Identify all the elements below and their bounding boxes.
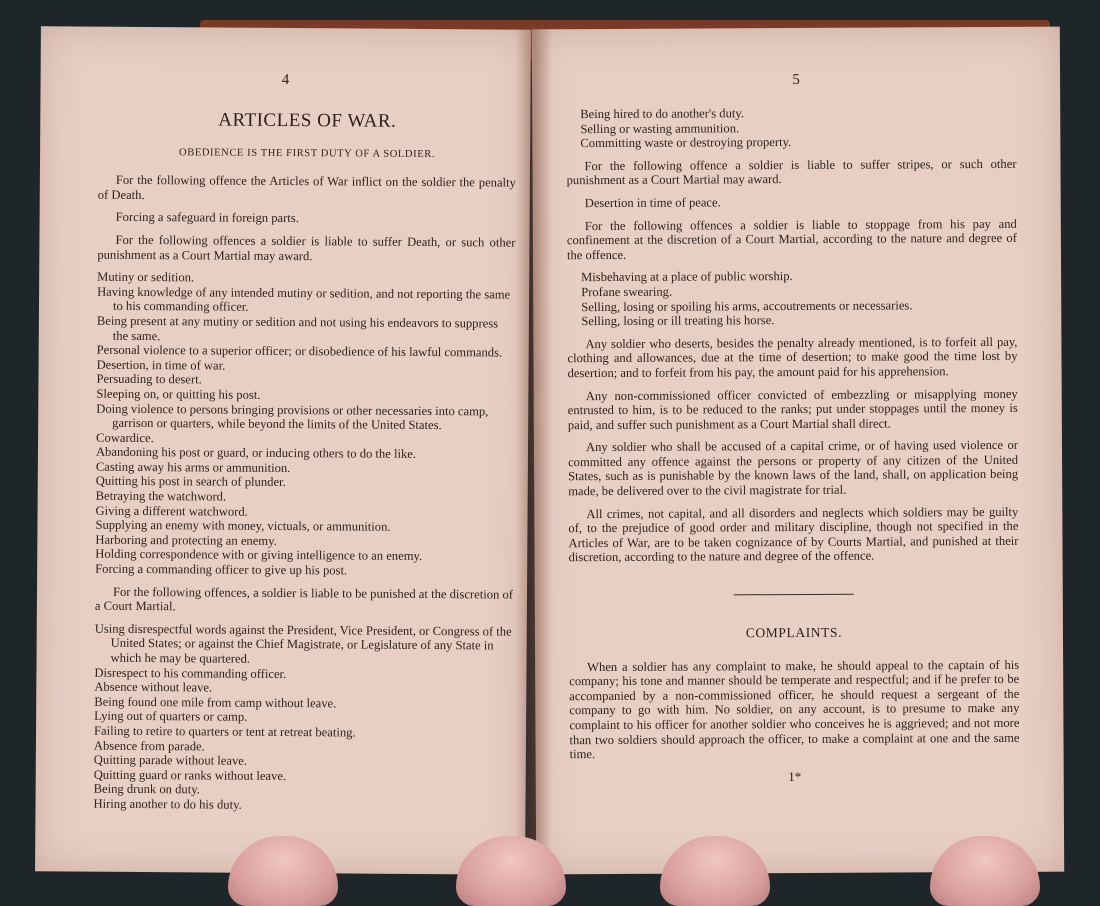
page-subtitle: OBEDIENCE IS THE FIRST DUTY OF A SOLDIER. — [179, 147, 436, 161]
list-item: Cowardice. — [96, 430, 154, 445]
list-item: Being hired to do another's duty. — [580, 106, 745, 122]
list-item: Betraying the watchword. — [95, 488, 227, 504]
list-item: Disrespect to his commanding officer. — [94, 665, 287, 681]
list-item: Absence from parade. — [93, 738, 205, 754]
paragraph: For the following offences a soldier is liable to suffer Death, or such other punishment as a Court Martial may award. — [97, 232, 516, 263]
list-item: Selling, losing or spoiling his arms, accoutrements or necessaries. — [581, 297, 913, 314]
page-number-right: 5 — [792, 71, 800, 89]
list-item: Supplying an enemy with money, victuals, or ammunition. — [95, 517, 391, 535]
list-item: Quitting guard or ranks without leave. — [93, 767, 287, 783]
left-page — [35, 26, 531, 874]
paragraph: Desertion in time of peace. — [584, 195, 721, 211]
right-page-content — [566, 105, 1020, 785]
list-item: Quitting parade without leave. — [93, 752, 248, 768]
list-item: Selling or wasting ammunition. — [580, 120, 740, 136]
right-page — [532, 27, 1064, 875]
list-item: Forcing a commanding officer to give up his post. — [95, 561, 348, 578]
list-item: Harboring and protecting an enemy. — [95, 532, 277, 548]
list-item: Doing violence to persons bringing provisions or other necessaries into camp, garrison or quarters, while beyond the limits of the United States. — [96, 401, 489, 433]
list-item: Selling, losing or ill treating his horse. — [581, 313, 775, 329]
list-item: Hiring another to do his duty. — [93, 796, 242, 812]
paragraph: Forcing a safeguard in foreign parts. — [115, 210, 299, 226]
paragraph: When a soldier has any complaint to make, he should appeal to the captain of his company; his tone and manner should be temperate and respectful; and if he prefer to be accompanied by a non-commissioned officer, he should request a sergeant of the company to go with him. No soldier, on any account, is to presume to make any complaint to his officer for another soldier who conceives he is aggrieved; and not more than two soldiers should approach the officer, to make a complaint at one and the same time. — [569, 657, 1020, 762]
list-item: Committing waste or destroying property. — [580, 135, 792, 151]
list-item: Misbehaving at a place of public worship. — [581, 269, 793, 285]
list-item: Giving a different watchword. — [95, 503, 248, 519]
page-title: ARTICLES OF WAR. — [218, 109, 397, 132]
list-item: Absence without leave. — [94, 679, 213, 695]
list-item: Desertion, in time of war. — [96, 357, 226, 373]
list-item: Using disrespectful words against the President, Vice President, or Congress of the United States; or against the Chief Magistrate, or Legislature of any State in which he may be quartered. — [94, 621, 512, 666]
list-item: Casting away his arms or ammunition. — [95, 459, 291, 475]
paragraph: For the following offence the Articles of War inflict on the soldier the penalty of Death. — [97, 173, 516, 202]
paragraph: For the following offence a soldier is liable to suffer stripes, or such other punishment as a Court Martial may award. — [566, 156, 1017, 188]
list-item: Sleeping on, or quitting his post. — [96, 386, 261, 402]
section-heading: COMPLAINTS. — [745, 624, 843, 641]
paragraph: Any non-commissioned officer convicted of embezzling or misapplying money entrusted to him, is to be reduced to the ranks; put under stoppages until the money is paid, and suffer such punishment as a Court Martial shall direct. — [567, 386, 1018, 432]
list-item: Profane swearing. — [581, 284, 673, 300]
list-item: Abandoning his post or guard, or inducing others to do the like. — [95, 444, 417, 462]
list-item: Lying out of quarters or camp. — [94, 709, 248, 725]
paragraph: Any soldier who deserts, besides the penalty already mentioned, is to forfeit all pay, clothing and allowances, due at the time of desertion; to make good the time lost by desertion; and to forfeit from his pay, the amount paid for his apprehension. — [567, 334, 1018, 381]
paragraph: For the following offences a soldier is liable to stoppage from his pay and confinement at the discretion of a Court Martial, according to the nature and degree of the offence. — [566, 216, 1017, 262]
paragraph: For the following offences, a soldier is liable to be punished at the discretion of a Court Martial. — [94, 584, 514, 614]
signature-mark: 1* — [788, 768, 802, 784]
left-page-content — [93, 109, 516, 822]
list-item: Being found one mile from camp without leave. — [94, 694, 337, 711]
section-divider — [734, 594, 854, 596]
offence-list-discretion — [93, 622, 512, 815]
list-item: Being drunk on duty. — [93, 782, 200, 797]
offence-list-death — [95, 270, 515, 579]
paragraph: Any soldier who shall be accused of a capital crime, or of having used violence or committed any offence against the persons or property of any citizen of the United States, such as is punishable by the known laws of the land, shall, on application being made, be delivered over to the civil magistrate for trial. — [568, 438, 1019, 499]
list-item: Holding correspondence with or giving intelligence to an enemy. — [95, 547, 423, 564]
list-item: Personal violence to a superior officer; or disobedience of his lawful commands. — [96, 342, 503, 360]
offence-list-stoppage — [567, 268, 1017, 329]
list-item: Persuading to desert. — [96, 372, 202, 387]
list-item: Failing to retire to quarters or tent at retreat beating. — [93, 723, 356, 740]
list-item: Being present at any mutiny or sedition and not using his endeavors to suppress the same. — [96, 313, 499, 343]
page-number-left: 4 — [281, 71, 290, 89]
list-item: Having knowledge of any intended mutiny or sedition, and not reporting the same to his commanding officer. — [97, 284, 511, 315]
book-gutter — [516, 28, 552, 878]
list-item: Mutiny or sedition. — [97, 269, 195, 285]
offence-list-continued — [566, 105, 1016, 151]
list-item: Quitting his post in search of plunder. — [95, 474, 286, 490]
paragraph: All crimes, not capital, and all disorders and neglects which soldiers may be guilty of, to the prejudice of good order and military discipline, though not specified in the Articles of War, are to be taken cognizance of by Courts Martial, and punished at their discretion, according to the nature and degree of the offence. — [568, 504, 1019, 565]
